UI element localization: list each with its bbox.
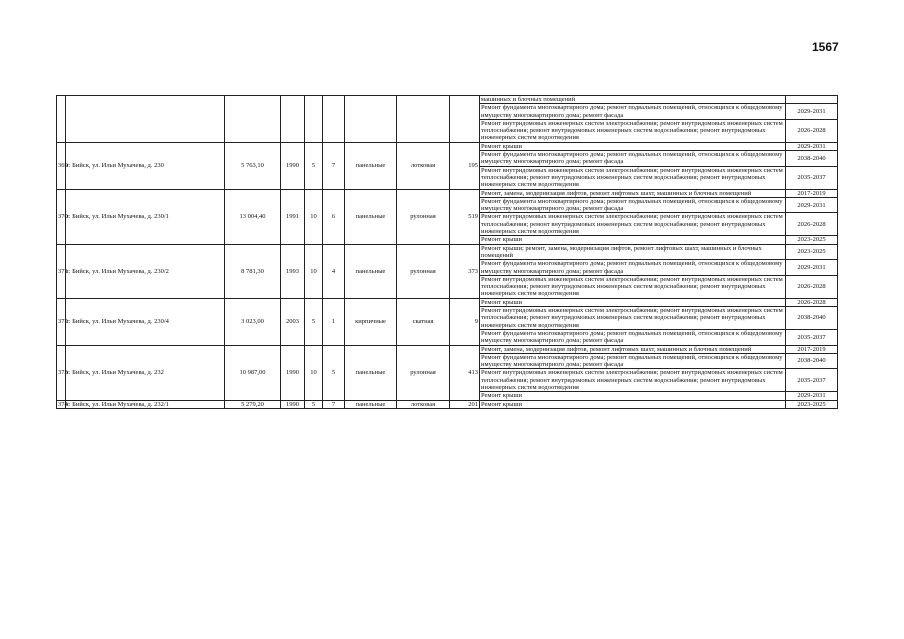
repair-schedule-table xyxy=(56,95,838,409)
repair-period-cell: 2038-2040 xyxy=(786,353,838,369)
repair-period-cell: 2026-2028 xyxy=(786,119,838,142)
repair-work-cell: Ремонт фундамента многоквартирного дома; ремонт подвальных помещений, относящихся к общедомовому имуществу многоквартирного дома; ремонт фасада xyxy=(480,260,786,276)
repair-period-cell: 2026-2028 xyxy=(786,275,838,298)
repair-period-cell: 2029-2031 xyxy=(786,104,838,120)
repair-work-cell: Ремонт, замена, модернизация лифтов, ремонт лифтовых шахт, машинных и блочных помещений xyxy=(480,189,786,197)
repair-work-cell: Ремонт, замена, модернизация лифтов, ремонт лифтовых шахт, машинных и блочных помещений xyxy=(480,345,786,353)
wall-material-cell: панельные xyxy=(345,400,397,408)
address-cell: г. Бийск, ул. Ильи Мухачева, д. 230/1 xyxy=(66,189,225,244)
year-built-cell: 1990 xyxy=(281,142,305,189)
repair-work-cell: Ремонт крыши xyxy=(480,400,786,408)
area-cell: 3 023,00 xyxy=(225,298,281,345)
row-number-cell: 371 xyxy=(57,244,66,298)
residents-cell: 519 xyxy=(450,189,480,244)
repair-work-cell: Ремонт фундамента многоквартирного дома; ремонт подвальных помещений, относящихся к общедомовому имуществу многоквартирного дома; ремонт фасада xyxy=(480,353,786,369)
address-cell: г. Бийск, ул. Ильи Мухачева, д. 232 xyxy=(66,345,225,400)
repair-period-cell xyxy=(786,96,838,104)
table-row xyxy=(57,298,838,306)
repair-work-cell: Ремонт крыши xyxy=(480,298,786,306)
repair-work-cell: Ремонт фундамента многоквартирного дома; ремонт подвальных помещений, относящихся к общедомовому имуществу многоквартирного дома; ремонт фасада xyxy=(480,151,786,167)
area-cell: 10 987,00 xyxy=(225,345,281,400)
year-built-cell: 1990 xyxy=(281,345,305,400)
repair-period-cell: 2023-2025 xyxy=(786,400,838,408)
repair-period-cell: 2023-2025 xyxy=(786,244,838,260)
table-row xyxy=(57,400,838,408)
repair-work-cell: Ремонт внутридомовых инженерных систем электроснабжения; ремонт внутридомовых инженерных систем теплоснабжения; ремонт внутридомовых инженерных систем водоснабжения; ремонт внутридомовых инженерных систем водоотведения xyxy=(480,119,786,142)
repair-work-cell: Ремонт внутридомовых инженерных систем электроснабжения; ремонт внутридомовых инженерных систем теплоснабжения; ремонт внутридомовых инженерных систем водоснабжения; ремонт внутридомовых инженерных систем водоотведения xyxy=(480,369,786,392)
page-number: 1567 xyxy=(812,40,839,54)
wall-material-cell: кирпичные xyxy=(345,298,397,345)
repair-work-cell: Ремонт фундамента многоквартирного дома; ремонт подвальных помещений, относящихся к общедомовому имуществу многоквартирного дома; ремонт фасада xyxy=(480,197,786,213)
repair-work-cell: машинных и блочных помещений xyxy=(480,96,786,104)
row-number-cell: 369 xyxy=(57,142,66,189)
continuation-blank-cell xyxy=(225,96,281,143)
row-number-cell: 373 xyxy=(57,345,66,400)
row-number-cell: 374 xyxy=(58,400,68,408)
residents-cell: 373 xyxy=(450,244,480,298)
repair-period-cell: 2017-2019 xyxy=(786,189,838,197)
wall-material-cell: панельные xyxy=(345,244,397,298)
continuation-blank-cell xyxy=(66,96,225,143)
roof-type-cell: скатная xyxy=(397,298,450,345)
repair-work-cell: Ремонт фундамента многоквартирного дома; ремонт подвальных помещений, относящихся к общедомовому имуществу многоквартирного дома; ремонт фасада xyxy=(480,104,786,120)
repair-work-cell: Ремонт крыши xyxy=(480,236,786,244)
address-cell: г. Бийск, ул. Ильи Мухачева, д. 232/1 xyxy=(66,400,225,408)
continuation-blank-cell xyxy=(345,96,397,143)
repair-period-cell: 2029-2031 xyxy=(786,392,838,400)
area-cell: 5 763,10 xyxy=(225,142,281,189)
row-number-cell: 372 xyxy=(57,298,66,345)
residents-cell: 9 xyxy=(450,298,480,345)
floors-cell: 10 xyxy=(305,345,323,400)
address-cell: г. Бийск, ул. Ильи Мухачева, д. 230 xyxy=(66,142,225,189)
repair-work-cell: Ремонт внутридомовых инженерных систем электроснабжения; ремонт внутридомовых инженерных систем теплоснабжения; ремонт внутридомовых инженерных систем водоснабжения; ремонт внутридомовых инженерных систем водоотведения xyxy=(480,275,786,298)
continuation-blank-cell xyxy=(305,96,323,143)
repair-period-cell: 2029-2031 xyxy=(786,142,838,150)
repair-period-cell: 2038-2040 xyxy=(786,151,838,167)
repair-period-cell: 2038-2040 xyxy=(786,307,838,330)
area-cell: 5 279,20 xyxy=(225,400,281,408)
area-cell: 13 004,40 xyxy=(225,189,281,244)
floors-cell: 5 xyxy=(305,298,323,345)
table-row xyxy=(57,96,838,104)
roof-type-cell: рулонная xyxy=(397,189,450,244)
table-row xyxy=(57,244,838,260)
floors-cell: 5 xyxy=(305,400,323,408)
residents-cell: 201 xyxy=(450,400,480,408)
roof-type-cell: лотковая xyxy=(397,142,450,189)
repair-period-cell: 2023-2025 xyxy=(786,236,838,244)
wall-material-cell: панельные xyxy=(345,142,397,189)
repair-period-cell: 2035-2037 xyxy=(786,329,838,345)
wall-material-cell: панельные xyxy=(345,189,397,244)
year-built-cell: 1993 xyxy=(281,244,305,298)
entrances-cell: 6 xyxy=(323,189,345,244)
table-row xyxy=(57,345,838,353)
floors-cell: 5 xyxy=(305,142,323,189)
entrances-cell: 7 xyxy=(323,400,345,408)
repair-period-cell: 2035-2037 xyxy=(786,166,838,189)
repair-period-cell: 2026-2028 xyxy=(786,213,838,236)
roof-type-cell: лотковая xyxy=(397,400,450,408)
repair-work-cell: Ремонт крыши xyxy=(480,142,786,150)
repair-period-cell: 2029-2031 xyxy=(786,260,838,276)
table-row xyxy=(57,189,838,197)
repair-work-cell: Ремонт внутридомовых инженерных систем электроснабжения; ремонт внутридомовых инженерных систем теплоснабжения; ремонт внутридомовых инженерных систем водоснабжения; ремонт внутридомовых инженерных систем водоотведения xyxy=(480,213,786,236)
wall-material-cell: панельные xyxy=(345,345,397,400)
repair-work-cell: Ремонт внутридомовых инженерных систем электроснабжения; ремонт внутридомовых инженерных систем теплоснабжения; ремонт внутридомовых инженерных систем водоснабжения; ремонт внутридомовых инженерных систем водоотведения xyxy=(480,166,786,189)
repair-work-cell: Ремонт внутридомовых инженерных систем электроснабжения; ремонт внутридомовых инженерных систем теплоснабжения; ремонт внутридомовых инженерных систем водоснабжения; ремонт внутридомовых инженерных систем водоотведения xyxy=(480,307,786,330)
area-cell: 8 781,30 xyxy=(225,244,281,298)
repair-work-cell: Ремонт крыши; ремонт, замена, модернизация лифтов, ремонт лифтовых шахт, машинных и блочных помещений xyxy=(480,244,786,260)
continuation-blank-cell xyxy=(323,96,345,143)
continuation-blank-cell xyxy=(57,96,66,143)
residents-cell: 195 xyxy=(450,142,480,189)
entrances-cell: 7 xyxy=(323,142,345,189)
residents-cell: 413 xyxy=(450,345,480,400)
repair-period-cell: 2029-2031 xyxy=(786,197,838,213)
roof-type-cell: рулонная xyxy=(397,244,450,298)
continuation-blank-cell xyxy=(450,96,480,143)
repair-period-cell: 2026-2028 xyxy=(786,298,838,306)
floors-cell: 10 xyxy=(305,244,323,298)
floors-cell: 10 xyxy=(305,189,323,244)
row-number-cell: 370 xyxy=(57,189,66,244)
year-built-cell: 2003 xyxy=(281,298,305,345)
continuation-blank-cell xyxy=(281,96,305,143)
repair-period-cell: 2035-2037 xyxy=(786,369,838,392)
continuation-blank-cell xyxy=(397,96,450,143)
entrances-cell: 4 xyxy=(323,244,345,298)
year-built-cell: 1991 xyxy=(281,189,305,244)
address-cell: г. Бийск, ул. Ильи Мухачева, д. 230/4 xyxy=(66,298,225,345)
entrances-cell: 1 xyxy=(323,298,345,345)
address-cell: г. Бийск, ул. Ильи Мухачева, д. 230/2 xyxy=(66,244,225,298)
entrances-cell: 5 xyxy=(323,345,345,400)
repair-work-cell: Ремонт фундамента многоквартирного дома; ремонт подвальных помещений, относящихся к общедомовому имуществу многоквартирного дома; ремонт фасада xyxy=(480,329,786,345)
repair-period-cell: 2017-2019 xyxy=(786,345,838,353)
year-built-cell: 1990 xyxy=(281,400,305,408)
repair-work-cell: Ремонт крыши xyxy=(480,392,786,400)
roof-type-cell: рулонная xyxy=(397,345,450,400)
table-row xyxy=(57,142,838,150)
